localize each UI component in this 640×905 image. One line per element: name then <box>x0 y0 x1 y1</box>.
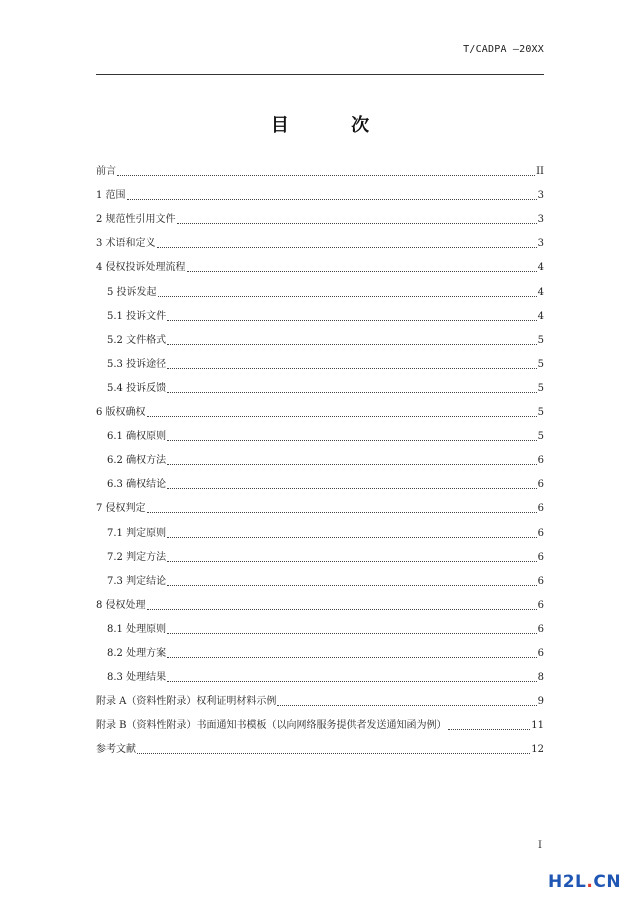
toc-leader-dots <box>147 511 537 513</box>
toc-entry-page: 6 <box>537 455 544 467</box>
toc-entry-page: 6 <box>537 503 544 515</box>
toc-entry-label: 7.1 判定原则 <box>107 527 167 539</box>
toc-entry-label: 5.4 投诉反馈 <box>107 382 167 394</box>
toc-leader-dots <box>147 415 537 417</box>
toc-leader-dots <box>167 391 537 393</box>
toc-entry[interactable] <box>96 333 544 349</box>
site-watermark-logo <box>548 872 621 892</box>
toc-entry-page: 6 <box>537 623 544 635</box>
toc-entry[interactable] <box>96 429 544 445</box>
toc-entry-page: 5 <box>537 407 544 418</box>
toc-entry[interactable] <box>96 646 544 662</box>
toc-entry[interactable] <box>96 309 544 325</box>
toc-entry-page: 3 <box>537 190 544 202</box>
toc-leader-dots <box>167 656 537 658</box>
toc-entry-page: 6 <box>537 648 544 659</box>
toc-entry-page: 8 <box>537 672 544 684</box>
toc-entry-page: 11 <box>531 720 544 732</box>
toc-entry-label: 参考文献 <box>96 744 136 756</box>
toc-entry-label: 2 规范性引用文件 <box>96 214 176 226</box>
page-header <box>96 44 544 75</box>
toc-entry-label: 前言 <box>96 166 116 177</box>
toc-leader-dots <box>167 463 537 465</box>
toc-entry-label: 6.1 确权原则 <box>107 431 167 443</box>
toc-entry-label: 7 侵权判定 <box>96 503 146 515</box>
toc-leader-dots <box>167 367 537 369</box>
toc-leader-dots <box>177 222 537 224</box>
toc-entry[interactable] <box>96 670 544 686</box>
toc-entry-page: 6 <box>537 551 544 563</box>
toc-entry[interactable] <box>96 598 544 614</box>
toc-entry-label: 8.2 处理方案 <box>107 648 167 659</box>
toc-entry-label: 1 范围 <box>96 190 126 202</box>
toc-entry[interactable] <box>96 718 544 734</box>
toc-entry[interactable] <box>96 285 544 301</box>
toc-entry-label: 8.3 处理结果 <box>107 672 167 684</box>
toc-entry[interactable] <box>96 501 544 517</box>
watermark-part2: . <box>586 872 594 892</box>
toc-entry-page: 6 <box>537 527 544 539</box>
toc-leader-dots <box>117 174 535 176</box>
watermark-part1: H2L <box>548 872 587 892</box>
toc-leader-dots <box>167 584 537 586</box>
toc-leader-dots <box>147 608 537 610</box>
toc-entry-page: 4 <box>537 310 544 322</box>
toc-entry[interactable] <box>96 694 544 710</box>
toc-leader-dots <box>167 632 537 634</box>
toc-entry-page: II <box>536 166 544 177</box>
toc-entry-label: 6.2 确权方法 <box>107 455 167 467</box>
toc-entry[interactable] <box>96 164 544 180</box>
toc-leader-dots <box>448 728 531 730</box>
toc-entry-label: 4 侵权投诉处理流程 <box>96 262 186 274</box>
toc-leader-dots <box>137 752 530 754</box>
toc-entry-page: 3 <box>537 238 544 250</box>
watermark-part3: CN <box>593 872 622 892</box>
toc-leader-dots <box>167 560 537 562</box>
toc-entry[interactable] <box>96 453 544 469</box>
toc-entry[interactable] <box>96 357 544 373</box>
toc-entry[interactable] <box>96 574 544 590</box>
toc-leader-dots <box>167 680 537 682</box>
toc-leader-dots <box>167 343 537 345</box>
toc-entry-page: 12 <box>531 744 544 756</box>
toc-entry-page: 6 <box>537 479 544 491</box>
toc-entry-label: 5 投诉发起 <box>107 286 157 298</box>
toc-entry-page: 3 <box>537 214 544 226</box>
toc-entry-page: 4 <box>537 286 544 298</box>
toc-entry[interactable] <box>96 477 544 493</box>
toc-entry[interactable] <box>96 188 544 204</box>
toc-entry[interactable] <box>96 526 544 542</box>
toc-entry[interactable] <box>96 236 544 252</box>
toc-entry-label: 附录 A（资料性附录）权利证明材料示例 <box>96 696 277 708</box>
toc-entry-label: 5.1 投诉文件 <box>107 310 167 322</box>
toc-entry-label: 5.2 文件格式 <box>107 334 167 346</box>
toc-entry[interactable] <box>96 742 544 758</box>
toc-entry[interactable] <box>96 381 544 397</box>
toc-leader-dots <box>167 536 537 538</box>
toc-leader-dots <box>167 439 537 441</box>
toc-entry-page: 6 <box>537 575 544 587</box>
toc-entry-page: 5 <box>537 431 544 443</box>
toc-entry-label: 8.1 处理原则 <box>107 623 167 635</box>
toc-entry-label: 3 术语和定义 <box>96 238 156 250</box>
toc-entry-page: 5 <box>537 382 544 394</box>
toc-entry-page: 5 <box>537 334 544 346</box>
toc-entry-page: 6 <box>537 599 544 611</box>
toc-leader-dots <box>187 270 537 272</box>
toc-entry[interactable] <box>96 405 544 421</box>
toc-entry-label: 6 版权确权 <box>96 407 146 418</box>
toc-leader-dots <box>277 704 536 706</box>
toc-entry-label: 5.3 投诉途径 <box>107 358 167 370</box>
toc-leader-dots <box>157 246 537 248</box>
toc-entry-label: 6.3 确权结论 <box>107 479 167 491</box>
toc-leader-dots <box>158 295 537 297</box>
toc-leader-dots <box>167 487 537 489</box>
toc-entry[interactable] <box>96 260 544 276</box>
toc-entry-page: 4 <box>537 262 544 274</box>
toc-entry-page: 5 <box>537 358 544 370</box>
toc-entry[interactable] <box>96 622 544 638</box>
toc-leader-dots <box>127 198 537 200</box>
toc-entry-page: 9 <box>537 696 544 708</box>
toc-entry-label: 8 侵权处理 <box>96 599 146 611</box>
page-number: I <box>538 840 542 851</box>
toc-leader-dots <box>167 319 537 321</box>
toc-entry-label: 附录 B（资料性附录）书面通知书模板（以向网络服务提供者发送通知函为例） <box>96 720 447 732</box>
toc-entry-label: 7.2 判定方法 <box>107 551 167 563</box>
toc-title: 目 次 <box>270 115 398 136</box>
standard-code: T/CADPA —20XX <box>463 44 544 55</box>
toc-entry[interactable] <box>96 550 544 566</box>
toc-entry[interactable] <box>96 212 544 228</box>
toc-entry-label: 7.3 判定结论 <box>107 575 167 587</box>
